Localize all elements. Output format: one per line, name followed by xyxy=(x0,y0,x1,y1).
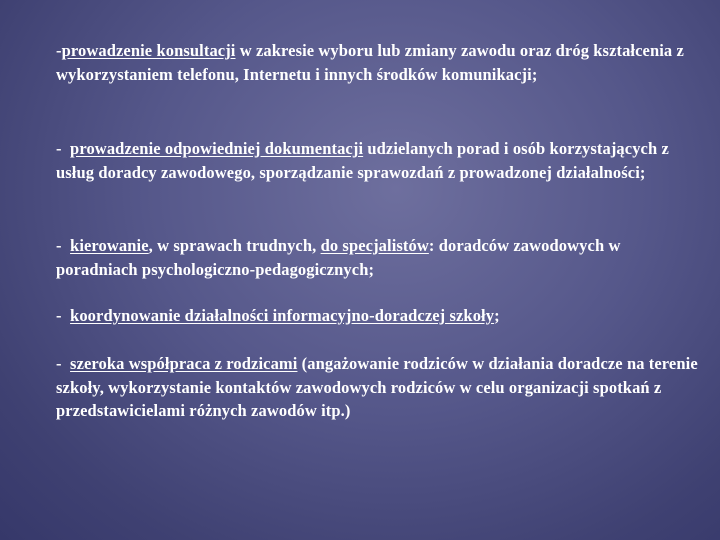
bullet-dash: - xyxy=(56,236,71,255)
bullet-text: (angażowanie rodziców w działania doradcze na terenie szkoły, wykorzystanie kontaktów zawodowych rodziców w celu organizacji spotkań z przedstawicielami różnych zawodów itp.) xyxy=(56,354,698,420)
underlined-phrase: szeroka współpraca z rodzicami xyxy=(70,354,298,373)
bullet-text-middle: , w sprawach trudnych, xyxy=(148,236,321,255)
bullet-documentation xyxy=(56,137,706,184)
bullet-dash: - xyxy=(56,41,62,60)
bullet-text: udzielanych porad i osób korzystających z usług doradcy zawodowego, sporządzanie sprawozdań z prowadzonej działalności; xyxy=(56,139,669,182)
bullet-text: ; xyxy=(494,306,500,325)
bullet-text: : doradców zawodowych w poradniach psychologiczno-pedagogicznych; xyxy=(56,236,621,279)
bullet-referral xyxy=(56,234,706,281)
bullet-parents-cooperation xyxy=(56,352,706,423)
bullet-consultations xyxy=(56,39,706,86)
underlined-phrase-2: do specjalistów xyxy=(320,236,429,255)
underlined-phrase: kierowanie xyxy=(70,236,149,255)
bullet-dash: - xyxy=(56,139,71,158)
bullet-coordination xyxy=(56,304,706,328)
bullet-dash: - xyxy=(56,354,71,373)
bullet-text: w zakresie wyboru lub zmiany zawodu oraz dróg kształcenia z wykorzystaniem telefonu, Internetu i innych środków komunikacji; xyxy=(56,41,684,84)
underlined-phrase: prowadzenie konsultacji xyxy=(61,41,236,60)
underlined-phrase: koordynowanie działalności informacyjno-doradczej szkoły xyxy=(70,306,495,325)
underlined-phrase: prowadzenie odpowiedniej dokumentacji xyxy=(70,139,364,158)
bullet-dash: - xyxy=(56,306,71,325)
